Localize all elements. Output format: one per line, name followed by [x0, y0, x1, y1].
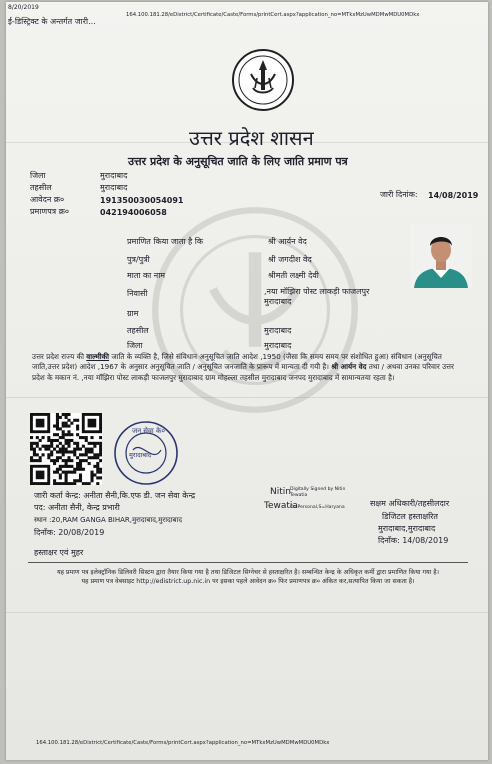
officer-date: दिनाँक: 14/08/2019 [378, 536, 449, 545]
detail-value-address-city: मुरादाबाद [264, 297, 292, 306]
detail-label-tehsil: तहसील [127, 326, 149, 335]
detail-label-son-of: पुत्र/पुत्री [127, 255, 150, 264]
print-url-bottom: 164.100.181.28/eDistrict/Certificate/Caste/Forms/printCert.aspx?application_no=MTkxMzUwMDMwMDU0MDkx [36, 740, 330, 746]
meta-label-application-no: आवेदन क्र० [30, 195, 65, 204]
digital-sign-name-right: Tewatia [264, 501, 298, 511]
govt-title: उत्तर प्रदेश शासन [189, 126, 314, 150]
issuer-center: जारी कर्ता केन्द्र: अनीता सैनी,कि.एफ डी. जन सेवा केन्द्र [34, 491, 196, 500]
issuer-date: दिनाँक: 20/08/2019 [34, 528, 105, 537]
applicant-photo [410, 224, 472, 288]
print-page-title: ई-डिस्ट्रिक्ट के अन्तर्गत जारी... [8, 17, 96, 26]
detail-value-address: ,नया मॉझिरा पोस्ट लाकड़ी फाजलपुर [264, 287, 370, 296]
meta-value-certificate-no: 042194006058 [100, 208, 167, 217]
qr-code[interactable] [30, 413, 102, 485]
meta-value-application-no: 191350030054091 [100, 196, 184, 205]
footnote-line-2: यह प्रमाण पत्र वेबसाइट http://edistrict.up.nic.in पर इसका पहले आवेदन क्र० फिर प्रमाणपत्र क्र० अंकित कर,सत्यापित किया जा सकता है। [81, 578, 415, 585]
caste-name: वाल्मीकी [86, 352, 110, 361]
seal-center-text: मुरादाबाद [129, 451, 152, 459]
print-date: 8/20/2019 [8, 4, 39, 11]
digital-sign-name-left: Nitin [270, 487, 291, 497]
footnote [28, 568, 468, 586]
issuer-location: स्थान :20,RAM GANGA BIHAR,मुरादाबाद,मुरादाबाद [34, 516, 183, 524]
body-text-1: उत्तर प्रदेश राज्य की [32, 352, 87, 361]
detail-value-tehsil: मुरादाबाद [264, 326, 292, 335]
issue-date-value: 14/08/2019 [428, 191, 479, 200]
meta-label-tehsil: तहसील [30, 183, 52, 192]
detail-value-name: श्री आर्यन वेद [268, 237, 307, 246]
meta-label-certificate-no: प्रमाणपत्र क्र० [30, 207, 69, 216]
certificate-body-text [32, 352, 468, 383]
body-text-2: जाति के व्यक्ति है, जिसे संविधान अनुसूचित जाति आदेश ,1950 (जैसा कि समय समय पर संशोधित हुआ) संविधान (अनुसूचित जाति,उत्तर प्रदेश) आदेश ,1967 के अनुसार अनुसूचित जाति / अनुसूचित जनजाति के प्रारूप में मान्यता दी गयी है। [32, 352, 442, 372]
detail-label-certified: प्रमाणित किया जाता है कि [127, 237, 204, 246]
officer-title: सक्षम अधिकारी/तहसीलदार [370, 499, 450, 508]
meta-label-district: जिला [30, 171, 46, 180]
detail-label-resident: निवासी [127, 289, 148, 298]
issue-date-label: जारी दिनांक: [380, 190, 418, 199]
body-text-3: तथा / अथवा उनका परिवार उत्तर प्रदेश के मकान नं. ,नया मॉझिरा पोस्ट लाकड़ी फाजलपुर मुरादाबाद ग्राम मोहल्ला तहसील मुरादाबाद जनपद मुरादाबाद में सामान्यतया रहता है। [32, 362, 454, 382]
footnote-line-1: यह प्रमाण पत्र इलेक्ट्रॉनिक डिलिवरी सिस्टम द्वारा तैयार किया गया है तथा डिजिटल सिग्नेचर से हस्ताक्षरित है। सम्बन्धित केन्द्र के अधिकृत कर्मी द्वारा प्रमाणित किया गया है। [56, 569, 440, 576]
detail-value-district: मुरादाबाद [264, 341, 292, 350]
detail-label-village: ग्राम [127, 309, 139, 318]
detail-label-district: जिला [127, 341, 143, 350]
jan-seva-kendra-seal [113, 420, 179, 486]
digital-sign-org: O=Personal,S=Haryana [290, 505, 345, 510]
issuer-post: पद: अनीता सैनी, केन्द्र प्रभारी [34, 503, 120, 512]
detail-value-mother: श्रीमती लक्ष्मी देवी [268, 271, 319, 280]
officer-signature: डिजिटल हस्ताक्षरित [382, 512, 438, 521]
digital-sign-signed-by: Digitally Signed by Nitin Tewatia [290, 487, 346, 498]
officer-place: मुरादाबाद,मुरादाबाद [378, 524, 436, 533]
detail-label-mother: माता का नाम [127, 271, 166, 280]
meta-value-district: मुरादाबाद [100, 171, 128, 180]
seal-ring-text: जन सेवा के० [132, 427, 165, 435]
body-applicant-name: श्री आर्यन वेद [331, 362, 367, 372]
meta-value-tehsil: मुरादाबाद [100, 183, 128, 192]
detail-value-father: श्री जगदीश वेद [268, 255, 312, 264]
certificate-subtitle: उत्तर प्रदेश के अनुसूचित जाति के लिए जाति प्रमाण पत्र [128, 155, 348, 168]
up-govt-emblem-icon [231, 48, 295, 112]
issuer-signature-label: हस्ताक्षर एवं मुहर [34, 548, 84, 557]
print-url-top: 164.100.181.28/eDistrict/Certificate/Caste/Forms/printCert.aspx?application_no=MTkxMzUwMDMwMDU0MDkx [126, 12, 420, 18]
footnote-divider [28, 562, 468, 563]
